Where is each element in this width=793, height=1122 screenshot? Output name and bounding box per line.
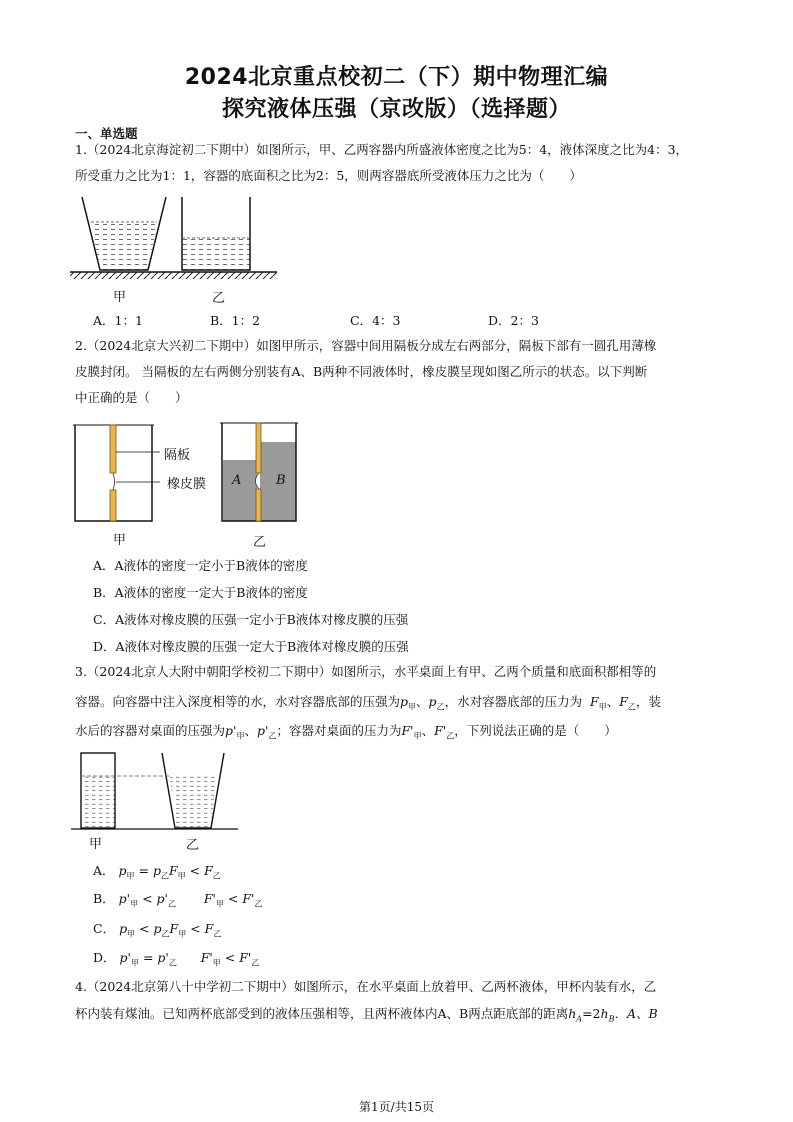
q3-line3: 水后的容器对桌面的压强为$p'_甲$、$p'_乙$；容器对桌面的压力为$F'_甲$、$F'_乙$，下列说法正确的是（ ） <box>75 723 617 741</box>
q1-option-a[interactable]: A．1：1 <box>93 313 143 328</box>
page-title-line2: 探究液体压强（京改版）（选择题） <box>221 97 571 122</box>
q3-line1: 3.（2024北京人大附中朝阳学校初二下期中）如图所示，水平桌面上有甲、乙两个质量和底面积都相等的 <box>75 664 657 679</box>
q1-option-b[interactable]: B．1：2 <box>210 313 261 328</box>
q3-option-d[interactable]: D． $p'_甲 = p'_乙$ $F'_甲 < F'_乙$ <box>93 950 260 968</box>
q2-label-membrane: 橡皮膜 <box>167 477 207 492</box>
q2-line1: 2.（2024北京大兴初二下期中）如图甲所示，容器中间用隔板分成左右两部分，隔板下部有一圆孔用薄橡 <box>75 338 657 353</box>
q3-line2: 容器。向容器中注入深度相等的水，水对容器底部的压强为$p_甲$、$p_乙$，水对容器底部的压力为 $F_甲$、$F_乙$，装 <box>75 694 661 712</box>
q3-fig-label-yi: 乙 <box>186 838 200 853</box>
q1-fig-label-yi: 乙 <box>212 291 226 306</box>
q1-line1: 1.（2024北京海淀初二下期中）如图所示，甲、乙两容器内所盛液体密度之比为5：4，液体深度之比为4：3， <box>75 142 689 157</box>
q2-option-d[interactable]: D．A液体对橡皮膜的压强一定大于B液体对橡皮膜的压强 <box>93 639 409 654</box>
q4-line2: 杯内装有煤油。已知两杯底部受到的液体压强相等，且两杯液体内A、B两点距底部的距离$h_A=2h_B$．A、B <box>75 1006 658 1024</box>
q1-option-d[interactable]: D．2：3 <box>488 313 539 328</box>
q4-line1: 4.（2024北京第八十中学初二下期中）如图所示，在水平桌面上放着甲、乙两杯液体，甲杯内装有水，乙 <box>75 979 657 994</box>
q1-line2: 所受重力之比为1：1，容器的底面积之比为2：5，则两容器底所受液体压力之比为（ ） <box>75 168 582 183</box>
q1-option-c[interactable]: C．4：3 <box>350 313 401 328</box>
q3-fig-label-jia: 甲 <box>89 837 103 852</box>
q3-option-b[interactable]: B． $p'_甲 < p'_乙$ $F'_甲 < F'_乙$ <box>93 891 263 909</box>
q2-option-b[interactable]: B．A液体的密度一定大于B液体的密度 <box>93 585 308 600</box>
q3-option-a[interactable]: A． $p_甲 = p_乙F_甲 < F_乙$ <box>93 863 221 881</box>
section-heading: 一、单选题 <box>75 126 138 141</box>
q3-option-c[interactable]: C． $p_甲 < p_乙F_甲 < F_乙$ <box>93 921 222 939</box>
q2-figure-jia <box>72 420 162 525</box>
q2-figure-yi <box>218 417 303 527</box>
q2-label-partition: 隔板 <box>164 448 191 463</box>
q2-label-b: B <box>276 473 286 488</box>
q2-fig-label-yi: 乙 <box>253 535 267 550</box>
q3-figure <box>70 748 240 833</box>
q2-fig-label-jia: 甲 <box>113 533 127 548</box>
q1-figure <box>70 192 280 287</box>
page-footer: 第1页/共15页 <box>359 1100 434 1114</box>
q2-option-c[interactable]: C．A液体对橡皮膜的压强一定小于B液体对橡皮膜的压强 <box>93 612 409 627</box>
q2-label-a: A <box>232 473 242 488</box>
q1-fig-label-jia: 甲 <box>113 290 127 305</box>
page-title-line1: 2024北京重点校初二（下）期中物理汇编 <box>184 65 609 90</box>
q2-option-a[interactable]: A．A液体的密度一定小于B液体的密度 <box>93 558 308 573</box>
q2-line2: 皮膜封闭。 当隔板的左右两侧分别装有A、B两种不同液体时，橡皮膜呈现如图乙所示的状态。以下判断 <box>75 364 648 379</box>
q2-line3: 中正确的是（ ） <box>75 390 188 405</box>
